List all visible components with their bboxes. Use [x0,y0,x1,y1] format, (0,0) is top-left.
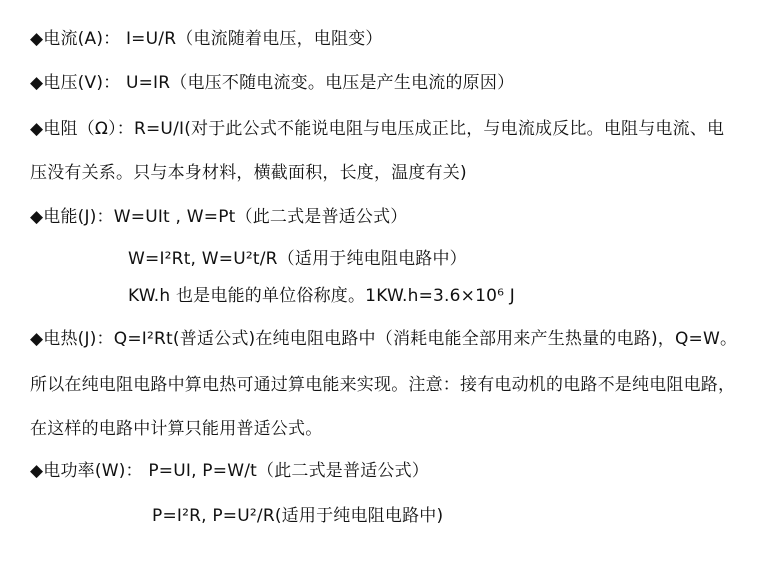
heat-note-line-2: 在这样的电路中计算只能用普适公式。 [30,419,323,439]
resistance-formula-line: ◆电阻（Ω）：R=U/I(对于此公式不能说电阻与电压成正比，与电流成反比。电阻与电流、电 [30,119,725,139]
heat-note-line: 所以在纯电阻电路中算电热可通过算电能来实现。注意：接有电动机的电路不是纯电阻电路， [30,375,736,395]
current-formula-line: ◆电流(A)： I=U/R（电流随着电压，电阻变） [30,29,383,49]
voltage-formula-line: ◆电压(V)： U=IR（电压不随电流变。电压是产生电流的原因） [30,73,515,93]
power-formula-line: ◆电功率(W)： P=UI, P=W/t（此二式是普适公式） [30,461,430,481]
energy-unit-line: KW.h 也是电能的单位俗称度。1KW.h=3.6×10⁶ J [128,286,515,306]
heat-formula-line: ◆电热(J)：Q=I²Rt(普适公式)在纯电阻电路中（消耗电能全部用来产生热量的电路)，Q=W。 [30,329,738,349]
energy-pure-resistive-line: W=I²Rt, W=U²t/R（适用于纯电阻电路中） [128,249,467,269]
resistance-note-line: 压没有关系。只与本身材料，横截面积，长度，温度有关) [30,163,467,183]
energy-formula-line: ◆电能(J)：W=UIt , W=Pt（此二式是普适公式） [30,207,408,227]
power-pure-resistive-line: P=I²R, P=U²/R(适用于纯电阻电路中) [152,506,444,526]
